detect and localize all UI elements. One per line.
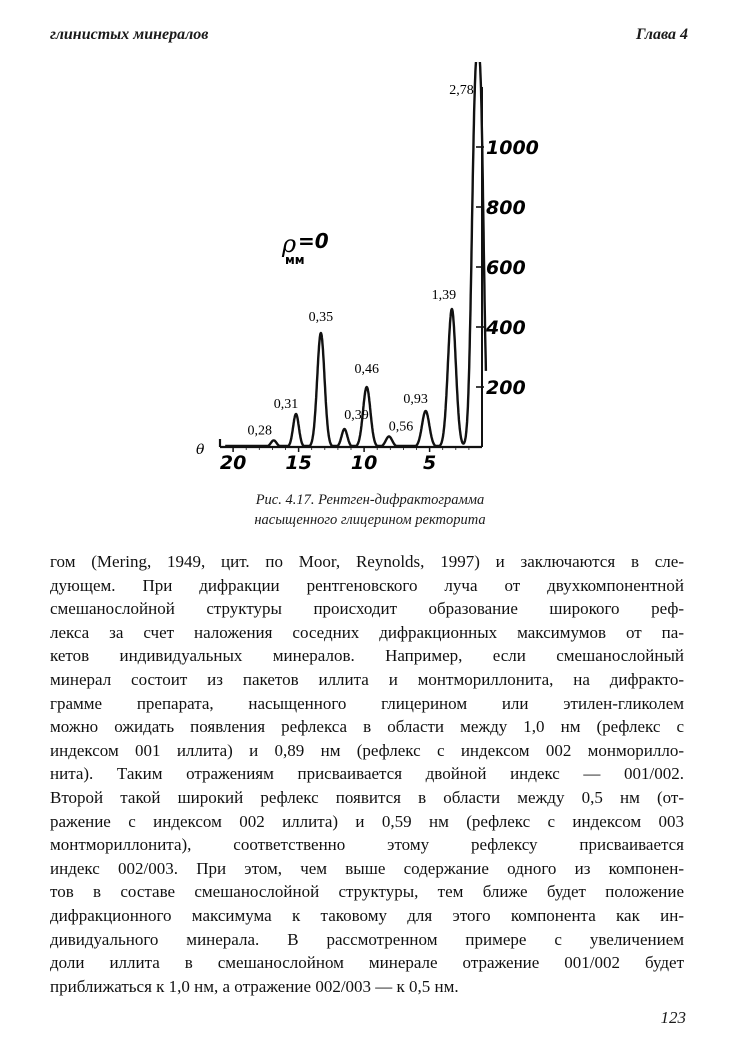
body-line: монтмориллонита), соответственно этому рефлексу присваивается	[50, 835, 684, 855]
body-line: доли иллита в смешанослойном минерале отражение 001/002 будет	[50, 953, 684, 973]
param-rho-label: ρ	[282, 230, 297, 258]
body-line: можно ожидать появления рефлекса в области между 1,0 нм (рефлекс с	[50, 717, 684, 737]
peak-label: 0,46	[354, 362, 379, 377]
peak-label: 0,31	[273, 397, 299, 412]
body-line: нита). Таким отражениям присваивается двойной индекс — 001/002.	[50, 764, 684, 784]
y-tick-label: 600	[486, 257, 526, 279]
body-line: дующем. При дифракции рентгеновского луча от двухкомпонентной	[50, 575, 684, 595]
body-line: дифракционного максимума к таковому для этого компонента как ин-	[50, 905, 684, 925]
body-line: минерал состоит из пакетов иллита и монтмориллонита, на дифракто-	[50, 669, 684, 689]
figure-caption	[160, 490, 580, 530]
body-line: тов в составе смешанослойной структуры, тем ближе будет положение	[50, 882, 684, 902]
body-line: дивидуального минерала. В рассмотренном примере с увеличением	[50, 929, 684, 949]
y-tick-label: 1000	[486, 137, 539, 159]
y-tick-label: 200	[486, 377, 526, 399]
running-head-left: глинистых минералов	[50, 26, 209, 43]
body-line: лекса за счет наложения соседних дифракционных максимумов от па-	[50, 622, 684, 642]
theta-label: θ	[196, 442, 205, 458]
peak-label: 0,39	[344, 408, 369, 423]
body-line: смешанослойной структуры происходит образование широкого реф-	[50, 599, 684, 619]
xrd-chart	[190, 62, 550, 482]
peak-label: 0,35	[308, 310, 334, 325]
body-line: индекс 002/003. При этом, чем выше содержание одного из компонен-	[50, 858, 684, 878]
peak-label: 1,39	[431, 288, 457, 303]
body-line: приближаться к 1,0 нм, а отражение 002/003 — к 0,5 нм.	[50, 976, 459, 996]
param-value-label: =0	[298, 229, 329, 253]
xrd-figure	[190, 62, 550, 482]
peak-label: 2,78	[449, 83, 474, 98]
peak-label: 0,28	[247, 423, 272, 439]
body-line: Второй такой широкий рефлекс появится в области между 0,5 нм (от-	[50, 787, 684, 807]
peak-label: 0,93	[403, 392, 428, 407]
diffraction-curve	[225, 62, 486, 446]
x-tick-label: 10	[350, 452, 378, 474]
chart-labels-layer	[247, 83, 473, 438]
body-line: кетов индивидуальных минералов. Например, если смешанослойный	[50, 646, 684, 666]
param-unit-label: мм	[285, 253, 305, 267]
body-line: гом (Mering, 1949, цит. по Moor, Reynolds, 1997) и заключаются в сле-	[50, 552, 684, 571]
peak-label: 0,56	[388, 419, 414, 435]
chart-axes	[220, 87, 539, 474]
caption-line-2: насыщенного глицерином ректорита	[254, 512, 486, 528]
caption-line-1: Рис. 4.17. Рентген-дифрактограмма	[255, 492, 485, 508]
body-line: грамме препарата, насыщенного глицерином или этилен-гликолем	[50, 693, 684, 713]
x-tick-label: 15	[285, 452, 312, 474]
y-tick-label: 400	[486, 317, 526, 339]
page-number: 123	[660, 1008, 686, 1027]
y-tick-label: 800	[486, 197, 526, 219]
x-tick-label: 20	[219, 452, 247, 474]
x-tick-label: 5	[422, 452, 437, 474]
chart-curve-layer	[225, 62, 486, 446]
body-line: индексом 001 иллита) и 0,89 нм (рефлекс с индексом 002 монморилло-	[50, 740, 684, 760]
body-line: ражение с индексом 002 иллита) и 0,59 нм (рефлекс с индексом 003	[50, 811, 684, 831]
body-paragraph	[50, 550, 684, 998]
running-head-right: Глава 4	[635, 26, 688, 43]
